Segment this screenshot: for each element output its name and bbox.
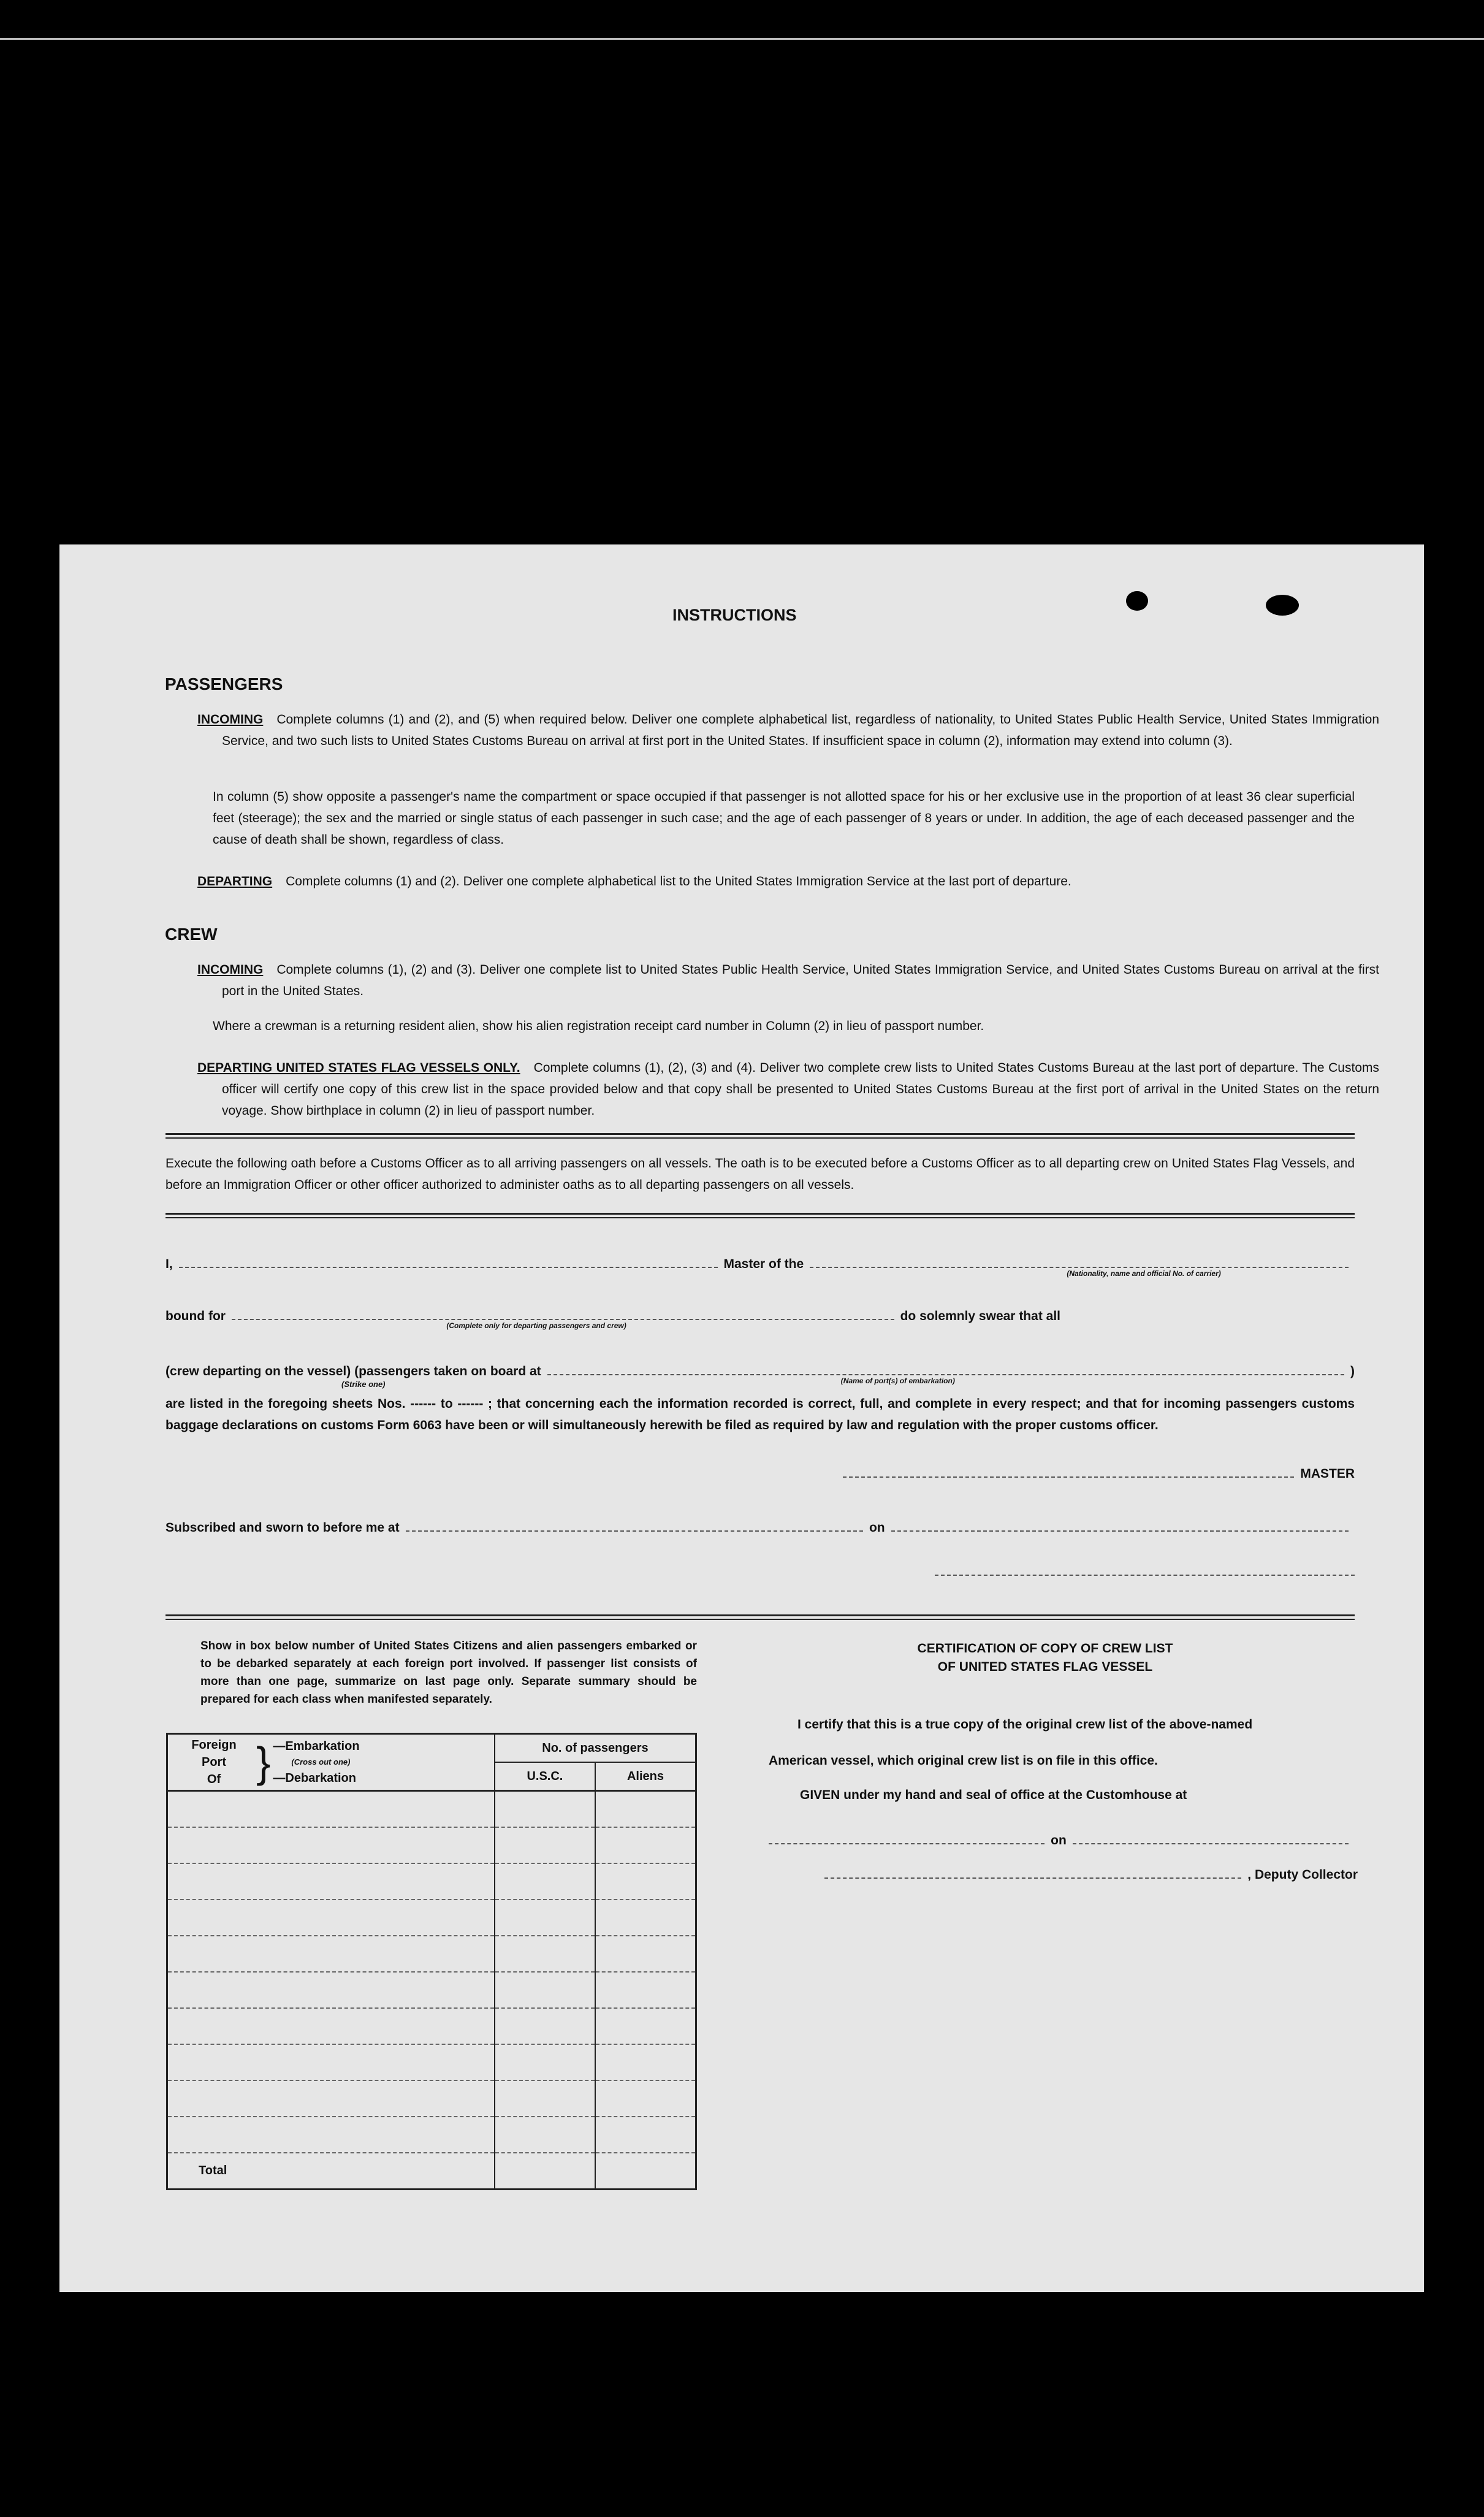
master-signature-line xyxy=(837,1465,1355,1481)
crew-departing-label: (crew departing on the vessel) (passengers taken on board at xyxy=(166,1364,541,1378)
aliens-cell[interactable] xyxy=(595,1900,696,1936)
port-cell[interactable] xyxy=(167,1827,495,1863)
usc-cell[interactable] xyxy=(495,1900,595,1936)
aliens-cell[interactable] xyxy=(595,1936,696,1972)
port-cell[interactable] xyxy=(167,2008,495,2044)
usc-cell[interactable] xyxy=(495,1972,595,2008)
aliens-cell[interactable] xyxy=(595,1972,696,2008)
certify-date-field[interactable] xyxy=(1073,1832,1349,1844)
aliens-cell[interactable] xyxy=(595,2080,696,2117)
total-aliens-cell[interactable] xyxy=(595,2153,696,2190)
port-cell[interactable] xyxy=(167,1863,495,1900)
subscribed-line xyxy=(166,1519,1355,1535)
table-row xyxy=(167,2008,696,2044)
certify-line1: I certify that this is a true copy of the original crew list of the above-named xyxy=(797,1717,1253,1732)
certification-title-line1: CERTIFICATION OF COPY OF CREW LIST xyxy=(917,1641,1173,1656)
sheets-text: are listed in the foregoing sheets Nos. ------ to ------ ; that concerning each the information recorded is correct, full, and complete in every respect; and that for incoming passengers customs baggage declarations on customs Form 6063 have been or will simultaneously herewith be filed as required by law and regulation with the proper customs officer. xyxy=(166,1397,1355,1432)
crew-incoming-label: INCOMING xyxy=(197,963,264,977)
oath-master-of-label: Master of the xyxy=(723,1257,804,1271)
summary-instructions: Show in box below number of United States Citizens and alien passengers embarked or to be debarked separately at each foreign port involved. If passenger list consists of more than one page, summarize on last page only. Separate summary should be prepared for each class when manifested separately. xyxy=(200,1640,697,1706)
bound-for-field[interactable] xyxy=(232,1308,894,1330)
port-cell[interactable] xyxy=(167,1791,495,1828)
no-passengers-label: No. of passengers xyxy=(495,1735,695,1763)
passengers-incoming xyxy=(197,709,1379,752)
crew-resident: Where a crewman is a returning resident alien, show his alien registration receipt card number in Column (2) in lieu of passport number. xyxy=(213,1019,984,1033)
embark-caption: (Name of port(s) of embarkation) xyxy=(840,1377,955,1385)
ink-blot xyxy=(1126,591,1148,611)
port-label: Port xyxy=(202,1755,226,1769)
port-cell[interactable] xyxy=(167,1936,495,1972)
port-cell[interactable] xyxy=(167,1900,495,1936)
divider xyxy=(166,1614,1355,1620)
usc-cell[interactable] xyxy=(495,1827,595,1863)
port-cell[interactable] xyxy=(167,2117,495,2153)
customhouse-line xyxy=(769,1832,1355,1848)
customhouse-field[interactable] xyxy=(769,1832,1045,1844)
certification-title xyxy=(831,1640,1260,1676)
carrier-caption: (Nationality, name and official No. of carrier) xyxy=(1067,1269,1221,1278)
crew-departing-text: Complete columns (1), (2), (3) and (4). Deliver two complete crew lists to United States Customs Bureau at the last port of departure. The Customs officer will certify one copy of this crew list in the space provided below and that copy shall be presented to United States Customs Bureau at the first port of arrival in the United States on the return voyage. Show birthplace in column (2) in lieu of passport number. xyxy=(222,1061,1379,1118)
passengers-incoming-label: INCOMING xyxy=(197,712,264,727)
deputy-line xyxy=(818,1866,1358,1882)
embarkation-label: —Embarkation xyxy=(273,1740,360,1753)
passengers-departing-text: Complete columns (1) and (2). Deliver one complete alphabetical list to the United States Immigration Service at the last port of departure. xyxy=(286,874,1071,888)
usc-cell[interactable] xyxy=(495,2008,595,2044)
passengers-incoming-text: Complete columns (1) and (2), and (5) when required below. Deliver one complete alphabetical list, regardless of nationality, to United States Public Health Service, United States Immigration Service, and two such lists to United States Customs Bureau on arrival at first port in the United States. If insufficient space in column (2), information may extend into column (3). xyxy=(222,712,1379,748)
oath-master-line xyxy=(166,1256,1355,1278)
table-row xyxy=(167,1791,696,1828)
subscribed-label: Subscribed and sworn to before me at xyxy=(166,1521,400,1535)
form-page xyxy=(59,544,1424,2292)
passengers-heading: PASSENGERS xyxy=(165,674,283,693)
port-cell[interactable] xyxy=(167,2044,495,2080)
page-title: INSTRUCTIONS xyxy=(672,606,797,624)
table-row xyxy=(167,2044,696,2080)
aliens-cell[interactable] xyxy=(595,1827,696,1863)
divider xyxy=(166,1133,1355,1139)
crew-heading: CREW xyxy=(165,925,218,944)
certify-line2: American vessel, which original crew list is on file in this office. xyxy=(769,1754,1158,1768)
crew-incoming-text: Complete columns (1), (2) and (3). Deliver one complete list to United States Public Health Service, United States Immigration Service, and United States Customs Bureau on arrival at the first port in the United States. xyxy=(222,963,1379,998)
deputy-collector-label: , Deputy Collector xyxy=(1247,1868,1358,1882)
carrier-field[interactable] xyxy=(810,1256,1349,1278)
subscribed-date-field[interactable] xyxy=(891,1519,1349,1532)
officer-signature-field[interactable] xyxy=(935,1575,1355,1576)
bound-caption: (Complete only for departing passengers and crew) xyxy=(446,1321,626,1330)
table-row xyxy=(167,1972,696,2008)
top-border-line xyxy=(0,38,1484,40)
certify-on-label: on xyxy=(1051,1833,1067,1847)
usc-cell[interactable] xyxy=(495,1936,595,1972)
oath-instruction: Execute the following oath before a Customs Officer as to all arriving passengers on all vessels. The oath is to be executed before a Customs Officer as to all departing crew on United States Flag Vessels, and before an Immigration Officer or other officer authorized to administer oaths as to all departing passengers on all vessels. xyxy=(166,1156,1355,1192)
passengers-header xyxy=(495,1734,696,1791)
swear-label: do solemnly swear that all xyxy=(900,1309,1060,1323)
port-cell[interactable] xyxy=(167,2080,495,2117)
aliens-cell[interactable] xyxy=(595,2008,696,2044)
usc-cell[interactable] xyxy=(495,2117,595,2153)
aliens-label: Aliens xyxy=(626,1770,664,1783)
of-label: Of xyxy=(207,1773,221,1786)
passengers-column5: In column (5) show opposite a passenger's name the compartment or space occupied if that passenger is not allotted space for his or her exclusive use in the proportion of at least 36 clear superficial feet (steerage); the sex and the married or single status of each passenger in such case; and the age of each passenger of 8 years or under. In addition, the age of each deceased passenger and the cause of death shall be shown, regardless of class. xyxy=(213,790,1355,847)
master-label: MASTER xyxy=(1300,1467,1355,1481)
passenger-summary-table xyxy=(166,1733,697,2190)
total-usc-cell[interactable] xyxy=(495,2153,595,2190)
embarkation-field[interactable] xyxy=(547,1363,1344,1385)
table-row xyxy=(167,1936,696,1972)
deputy-signature-field[interactable] xyxy=(824,1866,1241,1879)
table-row xyxy=(167,2117,696,2153)
usc-label: U.S.C. xyxy=(495,1763,596,1790)
debarkation-label: —Debarkation xyxy=(273,1771,356,1785)
master-signature-field[interactable] xyxy=(843,1465,1294,1478)
crew-departing-label: DEPARTING UNITED STATES FLAG VESSELS ONLY. xyxy=(197,1061,520,1075)
subscribed-place-field[interactable] xyxy=(406,1519,863,1532)
usc-cell[interactable] xyxy=(495,1863,595,1900)
total-label: Total xyxy=(167,2153,495,2190)
crew-incoming xyxy=(197,959,1379,1002)
strike-one-caption: (Strike one) xyxy=(341,1380,386,1389)
usc-cell[interactable] xyxy=(495,2044,595,2080)
total-row xyxy=(167,2153,696,2190)
close-paren: ) xyxy=(1350,1364,1355,1378)
table-header-row xyxy=(167,1734,696,1791)
usc-cell[interactable] xyxy=(495,2080,595,2117)
table-row xyxy=(167,1900,696,1936)
certification-title-line2: OF UNITED STATES FLAG VESSEL xyxy=(937,1660,1153,1674)
certify-line3: GIVEN under my hand and seal of office at the Customhouse at xyxy=(800,1788,1187,1802)
brace-icon: } xyxy=(256,1738,271,1786)
usc-cell[interactable] xyxy=(495,1791,595,1828)
port-header xyxy=(167,1734,495,1791)
subscribed-on-label: on xyxy=(869,1521,885,1535)
aliens-cell[interactable] xyxy=(595,2117,696,2153)
oath-i-label: I, xyxy=(166,1257,173,1271)
divider xyxy=(166,1213,1355,1218)
passengers-departing xyxy=(197,871,1355,892)
aliens-cell[interactable] xyxy=(595,1791,696,1828)
foreign-label: Foreign xyxy=(191,1738,237,1752)
aliens-cell[interactable] xyxy=(595,2044,696,2080)
ink-blot xyxy=(1266,595,1299,616)
table-row xyxy=(167,1863,696,1900)
table-row xyxy=(167,1827,696,1863)
bound-for-label: bound for xyxy=(166,1309,226,1323)
port-cell[interactable] xyxy=(167,1972,495,2008)
cross-out-caption: (Cross out one) xyxy=(291,1757,351,1766)
table-row xyxy=(167,2080,696,2117)
oath-bound-line xyxy=(166,1308,1355,1330)
passengers-departing-label: DEPARTING xyxy=(197,874,273,888)
crew-departing xyxy=(197,1057,1379,1121)
master-name-field[interactable] xyxy=(179,1256,718,1268)
aliens-cell[interactable] xyxy=(595,1863,696,1900)
